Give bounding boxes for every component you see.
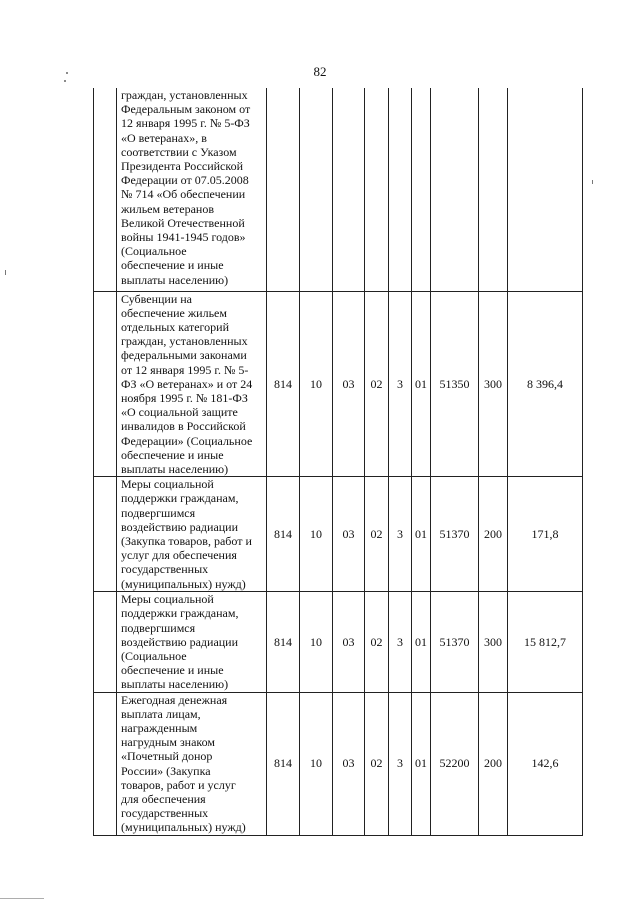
vr-cell: 300 xyxy=(479,592,508,692)
scan-speck xyxy=(592,180,593,184)
pgp-cell: 3 xyxy=(389,477,412,592)
pr-cell: 03 xyxy=(333,592,365,692)
amount-cell: 8 396,4 xyxy=(508,291,583,477)
rz-cell: 10 xyxy=(300,477,333,592)
description-line: Федерации от 07.05.2008 xyxy=(121,173,249,188)
vr-cell: 300 xyxy=(479,291,508,477)
grbs-cell xyxy=(267,88,300,291)
amount-cell: 171,8 xyxy=(508,477,583,592)
description-line: граждан, установленных xyxy=(121,334,248,349)
om-cell: 01 xyxy=(412,592,431,692)
scan-speck xyxy=(5,270,6,275)
np-cell: 51350 xyxy=(431,291,479,477)
description-line: от 12 января 1995 г. № 5- xyxy=(121,362,249,377)
description-line: поддержки гражданам, xyxy=(121,606,239,621)
description-line: (муниципальных) нужд) xyxy=(121,576,246,591)
pgp-cell: 3 xyxy=(389,291,412,477)
pr-cell: 03 xyxy=(333,477,365,592)
budget-table xyxy=(93,88,583,836)
grbs-cell: 814 xyxy=(267,692,300,835)
amount-cell: 15 812,7 xyxy=(508,592,583,692)
scan-speck xyxy=(64,80,66,82)
vr-cell: 200 xyxy=(479,692,508,835)
description-line: Федерации» (Социальное xyxy=(121,433,253,448)
rz-cell xyxy=(300,88,333,291)
description-cell xyxy=(117,88,267,291)
description-line: товаров, работ и услуг xyxy=(121,777,236,792)
scan-speck xyxy=(66,72,68,74)
om-cell: 01 xyxy=(412,291,431,477)
gp-cell xyxy=(365,88,389,291)
page-number: 82 xyxy=(313,64,327,79)
table-row xyxy=(94,477,583,592)
row-number-cell xyxy=(94,291,117,477)
description-line: воздействию радиации xyxy=(121,519,239,534)
rz-cell: 10 xyxy=(300,592,333,692)
gp-cell: 02 xyxy=(365,692,389,835)
pgp-cell xyxy=(389,88,412,291)
description-line: (муниципальных) нужд) xyxy=(121,820,246,835)
description-line: государственных xyxy=(121,806,209,821)
amount-cell: 142,6 xyxy=(508,692,583,835)
description-line: Ежегодная денежная xyxy=(121,692,228,707)
description-line: войны 1941-1945 годов» xyxy=(121,230,246,245)
description-line: поддержки гражданам, xyxy=(121,491,239,506)
table-row xyxy=(94,291,583,477)
description-line: граждан, установленных xyxy=(121,88,248,102)
description-cell xyxy=(117,692,267,835)
np-cell: 52200 xyxy=(431,692,479,835)
om-cell xyxy=(412,88,431,291)
pr-cell xyxy=(333,88,365,291)
description-line: государственных xyxy=(121,562,209,577)
description-line: услуг для обеспечения xyxy=(121,548,237,563)
description-line: для обеспечения xyxy=(121,791,206,806)
grbs-cell: 814 xyxy=(267,291,300,477)
description-line: подвергшимся xyxy=(121,620,196,635)
scan-edge-line xyxy=(0,898,44,899)
grbs-cell: 814 xyxy=(267,592,300,692)
description-line: соответствии с Указом xyxy=(121,144,237,159)
amount-cell xyxy=(508,88,583,291)
description-line: обеспечение и иные xyxy=(121,447,224,462)
description-line: Федеральным законом от xyxy=(121,102,251,117)
description-line: инвалидов в Российской xyxy=(121,419,246,434)
rz-cell: 10 xyxy=(300,692,333,835)
pgp-cell: 3 xyxy=(389,592,412,692)
description-line: жильем ветеранов xyxy=(121,201,214,216)
description-line: (Социальное xyxy=(121,244,187,259)
description-line: (Социальное xyxy=(121,648,187,663)
description-line: федеральными законами xyxy=(121,348,247,363)
description-line: выплаты населению) xyxy=(121,677,229,692)
gp-cell: 02 xyxy=(365,477,389,592)
vr-cell: 200 xyxy=(479,477,508,592)
gp-cell: 02 xyxy=(365,592,389,692)
description-line: выплата лицам, xyxy=(121,706,201,721)
np-cell: 51370 xyxy=(431,477,479,592)
description-line: награжденным xyxy=(121,720,198,735)
description-line: подвергшимся xyxy=(121,505,196,520)
description-line: отдельных категорий xyxy=(121,319,230,334)
table-row xyxy=(94,88,583,291)
row-number-cell xyxy=(94,592,117,692)
description-line: 12 января 1995 г. № 5-ФЗ xyxy=(121,116,250,131)
description-line: России» (Закупка xyxy=(121,763,211,778)
description-cell xyxy=(117,291,267,477)
description-line: Меры социальной xyxy=(121,477,214,492)
description-line: (Закупка товаров, работ и xyxy=(121,533,252,548)
row-number-cell xyxy=(94,692,117,835)
pr-cell: 03 xyxy=(333,692,365,835)
row-number-cell xyxy=(94,477,117,592)
description-cell xyxy=(117,477,267,592)
np-cell: 51370 xyxy=(431,592,479,692)
om-cell: 01 xyxy=(412,692,431,835)
description-line: Субвенции на xyxy=(121,291,193,306)
rz-cell: 10 xyxy=(300,291,333,477)
description-line: воздействию радиации xyxy=(121,634,239,649)
description-line: выплаты населению) xyxy=(121,461,229,476)
description-cell xyxy=(117,592,267,692)
np-cell xyxy=(431,88,479,291)
description-line: нагрудным знаком xyxy=(121,735,216,750)
description-line: обеспечение и иные xyxy=(121,258,224,273)
pr-cell: 03 xyxy=(333,291,365,477)
description-line: выплаты населению) xyxy=(121,272,229,287)
description-line: ноября 1995 г. № 181-ФЗ xyxy=(121,390,248,405)
grbs-cell: 814 xyxy=(267,477,300,592)
description-line: Великой Отечественной xyxy=(121,215,245,230)
table-body xyxy=(94,88,583,835)
gp-cell: 02 xyxy=(365,291,389,477)
description-line: обеспечение и иные xyxy=(121,663,224,678)
description-line: «О социальной защите xyxy=(121,405,238,420)
description-line: Президента Российской xyxy=(121,159,244,174)
om-cell: 01 xyxy=(412,477,431,592)
table-row xyxy=(94,692,583,835)
description-line: обеспечение жильем xyxy=(121,305,227,320)
description-line: «О ветеранах», в xyxy=(121,130,207,145)
table-row xyxy=(94,592,583,692)
description-line: № 714 «Об обеспечении xyxy=(121,187,246,202)
description-line: Меры социальной xyxy=(121,592,214,607)
description-line: ФЗ «О ветеранах» и от 24 xyxy=(121,376,253,391)
description-line: «Почетный донор xyxy=(121,749,213,764)
pgp-cell: 3 xyxy=(389,692,412,835)
vr-cell xyxy=(479,88,508,291)
row-number-cell xyxy=(94,88,117,291)
